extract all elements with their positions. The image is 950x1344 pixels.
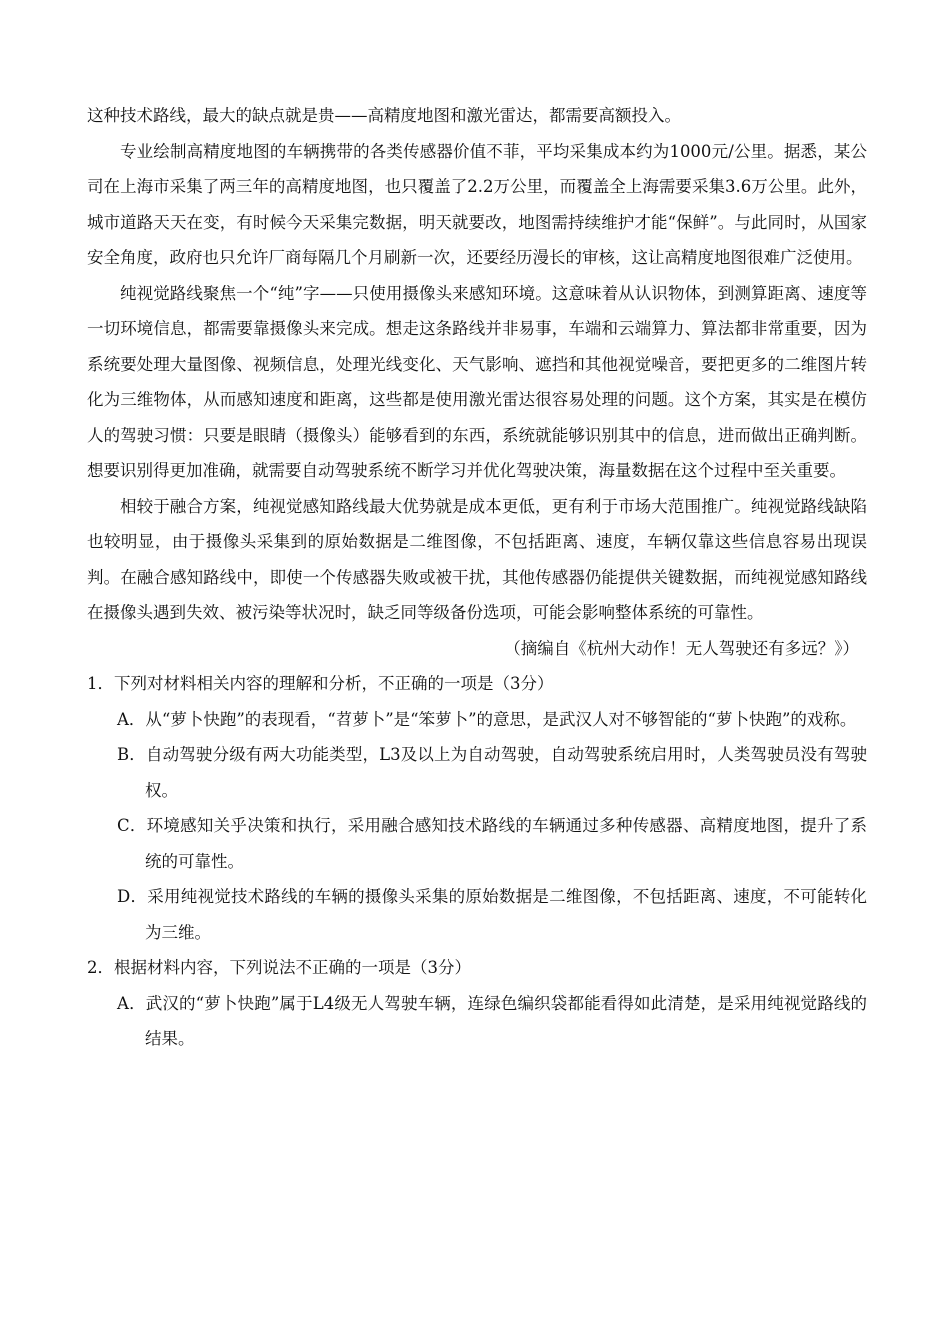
- exam-page: [87, 98, 867, 1057]
- question-2-stem: 2．根据材料内容，下列说法不正确的一项是（3分）: [87, 958, 471, 977]
- question-1-option-a: A．从“萝卜快跑”的表现看，“苕萝卜”是“笨萝卜”的意思，是武汉人对不够智能的“萝卜快跑”的戏称。: [117, 709, 857, 729]
- question-1-option-b: B．自动驾驶分级有两大功能类型，L3及以上为自动驾驶，自动驾驶系统启用时，人类驾驶员没有驾驶权。: [117, 745, 867, 800]
- article-paragraph-1: 这种技术路线，最大的缺点就是贵——高精度地图和激光雷达，都需要高额投入。: [87, 106, 681, 125]
- article-paragraph-4: 相较于融合方案，纯视觉感知路线最大优势就是成本更低，更有利于市场大范围推广。纯视觉路线缺陷也较明显，由于摄像头采集到的原始数据是二维图像，不包括距离、速度，车辆仅靠这些信息容易出现误判。在融合感知路线中，即使一个传感器失败或被干扰，其他传感器仍能提供关键数据，而纯视觉感知路线在摄像头遇到失效、被污染等状况时，缺乏同等级备份选项，可能会影响整体系统的可靠性。: [87, 496, 867, 622]
- question-1-option-c: C．环境感知关乎决策和执行，采用融合感知技术路线的车辆通过多种传感器、高精度地图，提升了系统的可靠性。: [117, 816, 867, 871]
- question-2-option-a: A．武汉的“萝卜快跑”属于L4级无人驾驶车辆，连绿色编织袋都能看得如此清楚，是采用纯视觉路线的结果。: [117, 993, 867, 1048]
- question-2: [87, 950, 867, 1057]
- question-1-option-d: D．采用纯视觉技术路线的车辆的摄像头采集的原始数据是二维图像，不包括距离、速度，不可能转化为三维。: [117, 887, 867, 942]
- article-paragraph-2: 专业绘制高精度地图的车辆携带的各类传感器价值不菲，平均采集成本约为1000元/公里。据悉，某公司在上海市采集了两三年的高精度地图，也只覆盖了2.2万公里，而覆盖全上海需要采集3.6万公里。此外，城市道路天天在变，有时候今天采集完数据，明天就要改，地图需持续维护才能“保鲜”。与此同时，从国家安全角度，政府也只允许厂商每隔几个月刷新一次，还要经历漫长的审核，这让高精度地图很难广泛使用。: [87, 141, 867, 267]
- article-source: （摘编自《杭州大动作！无人驾驶还有多远？》）: [504, 638, 859, 658]
- question-1: [87, 666, 867, 950]
- question-1-stem: 1．下列对材料相关内容的理解和分析，不正确的一项是（3分）: [87, 674, 554, 693]
- article-paragraph-3: 纯视觉路线聚焦一个“纯”字——只使用摄像头来感知环境。这意味着从认识物体，到测算距离、速度等一切环境信息，都需要靠摄像头来完成。想走这条路线并非易事，车端和云端算力、算法都非常重要，因为系统要处理大量图像、视频信息，处理光线变化、天气影响、遮挡和其他视觉噪音，要把更多的二维图片转化为三维物体，从而感知速度和距离，这些都是使用激光雷达很容易处理的问题。这个方案，其实是在模仿人的驾驶习惯：只要是眼睛（摄像头）能够看到的东西，系统就能够识别其中的信息，进而做出正确判断。想要识别得更加准确，就需要自动驾驶系统不断学习并优化驾驶决策，海量数据在这个过程中至关重要。: [87, 283, 867, 480]
